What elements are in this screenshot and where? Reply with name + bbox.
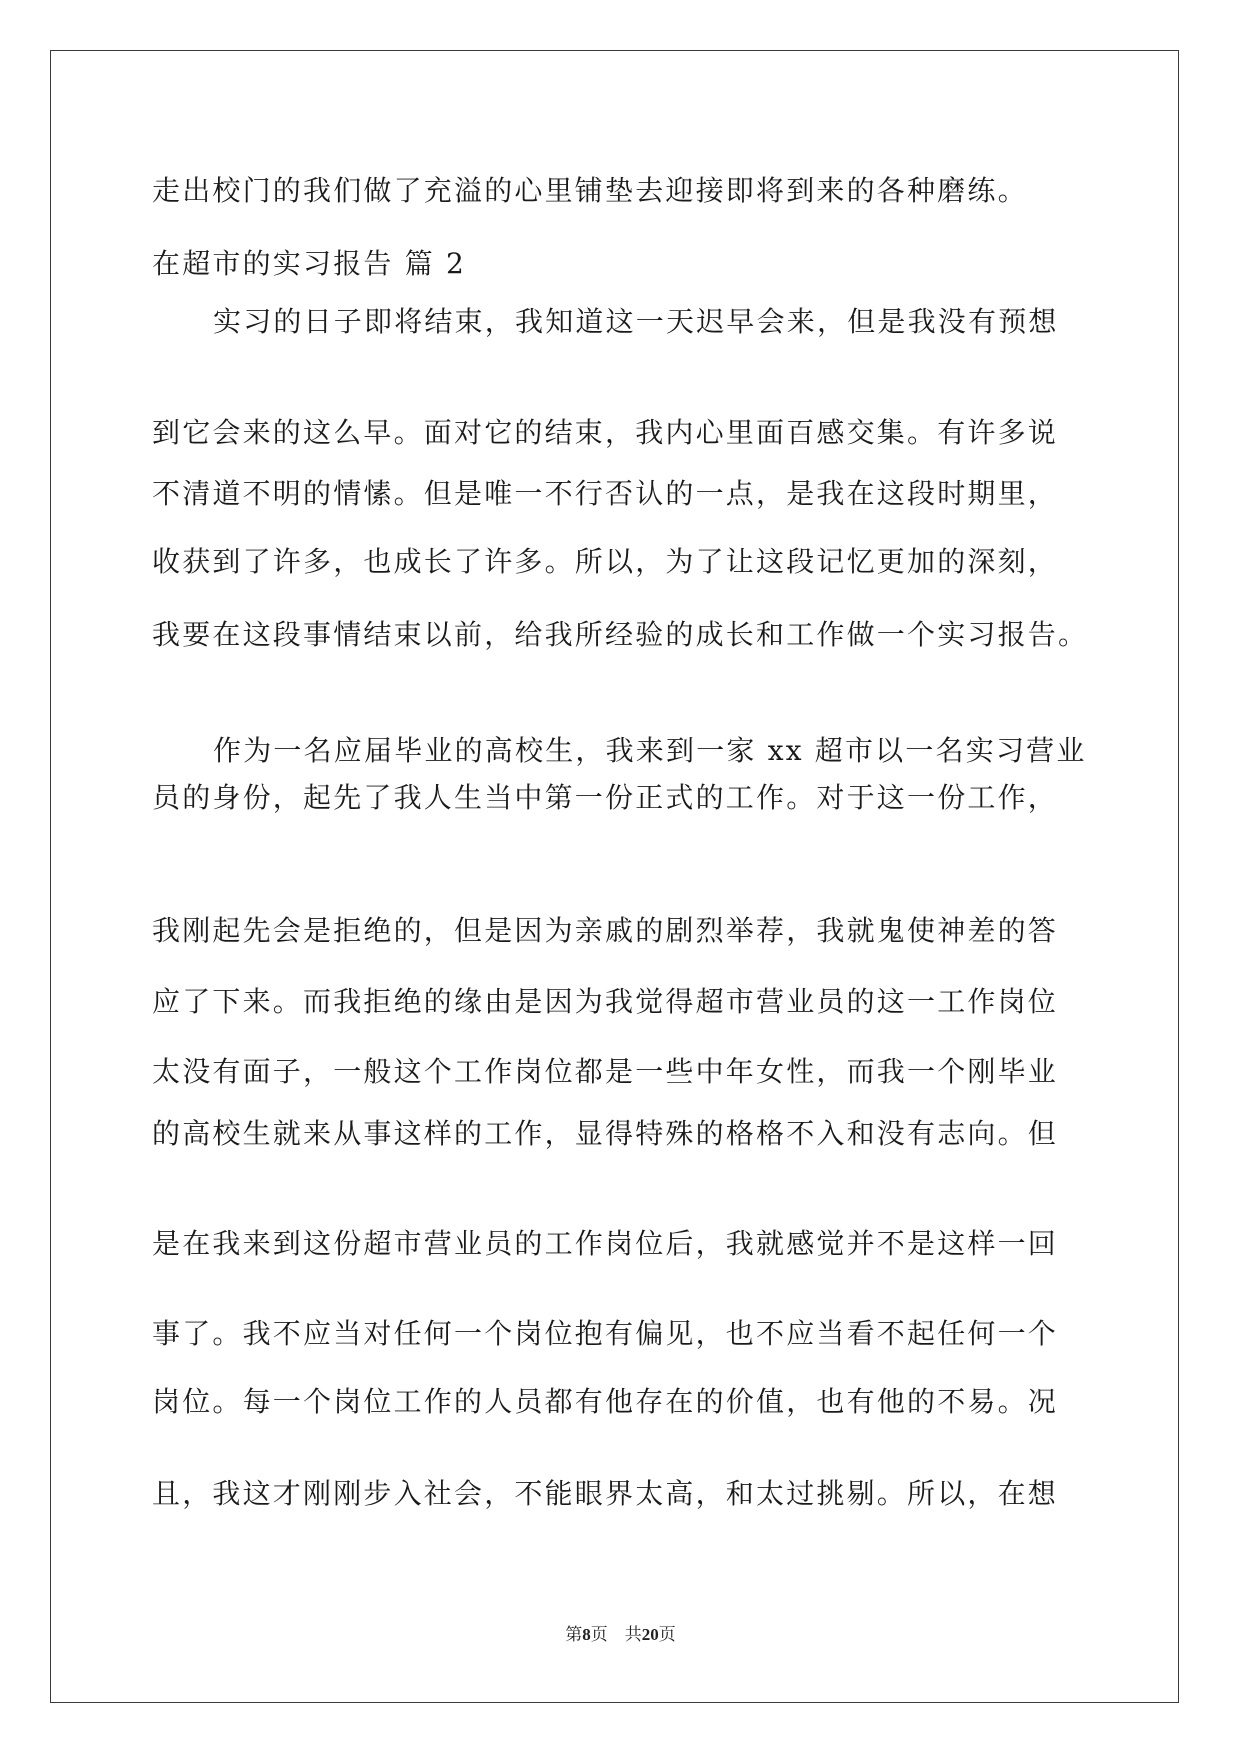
text-line: 实习的日子即将结束，我知道这一天迟早会来，但是我没有预想: [213, 305, 1059, 338]
text-line: 员的身份，起先了我人生当中第一份正式的工作。对于这一份工作，: [152, 781, 1059, 814]
text-line: 且，我这才刚刚步入社会，不能眼界太高，和太过挑剔。所以，在想: [152, 1477, 1059, 1510]
text-line: 应了下来。而我拒绝的缘由是因为我觉得超市营业员的这一工作岗位: [152, 985, 1059, 1018]
section-heading: 在超市的实习报告 篇 2: [152, 247, 467, 280]
text-line: 太没有面子，一般这个工作岗位都是一些中年女性，而我一个刚毕业: [152, 1055, 1059, 1088]
page-border: [50, 50, 1179, 1703]
text-line: 岗位。每一个岗位工作的人员都有他存在的价值，也有他的不易。况: [152, 1385, 1059, 1418]
text-line: 的高校生就来从事这样的工作，显得特殊的格格不入和没有志向。但: [152, 1117, 1059, 1150]
total-prefix: 共: [624, 1625, 642, 1644]
page-suffix: 页: [590, 1625, 608, 1644]
total-pages: 20: [641, 1625, 659, 1644]
text-line: 收获到了许多，也成长了许多。所以，为了让这段记忆更加的深刻，: [152, 545, 1059, 578]
total-suffix: 页: [658, 1625, 676, 1644]
text-line: 走出校门的我们做了充溢的心里铺垫去迎接即将到来的各种磨练。: [152, 174, 1028, 207]
page-footer: [0, 1624, 1241, 1646]
text-line: 我刚起先会是拒绝的，但是因为亲戚的剧烈举荐，我就鬼使神差的答: [152, 914, 1059, 947]
text-line: 到它会来的这么早。面对它的结束，我内心里面百感交集。有许多说: [152, 416, 1059, 449]
text-line: 作为一名应届毕业的高校生，我来到一家 xx 超市以一名实习营业: [213, 734, 1087, 767]
text-line: 我要在这段事情结束以前，给我所经验的成长和工作做一个实习报告。: [152, 618, 1089, 651]
page-prefix: 第: [565, 1625, 583, 1644]
text-line: 不清道不明的情愫。但是唯一不行否认的一点，是我在这段时期里，: [152, 477, 1059, 510]
text-line: 是在我来到这份超市营业员的工作岗位后，我就感觉并不是这样一回: [152, 1227, 1059, 1260]
page-number: 8: [582, 1625, 591, 1644]
text-line: 事了。我不应当对任何一个岗位抱有偏见，也不应当看不起任何一个: [152, 1317, 1059, 1350]
